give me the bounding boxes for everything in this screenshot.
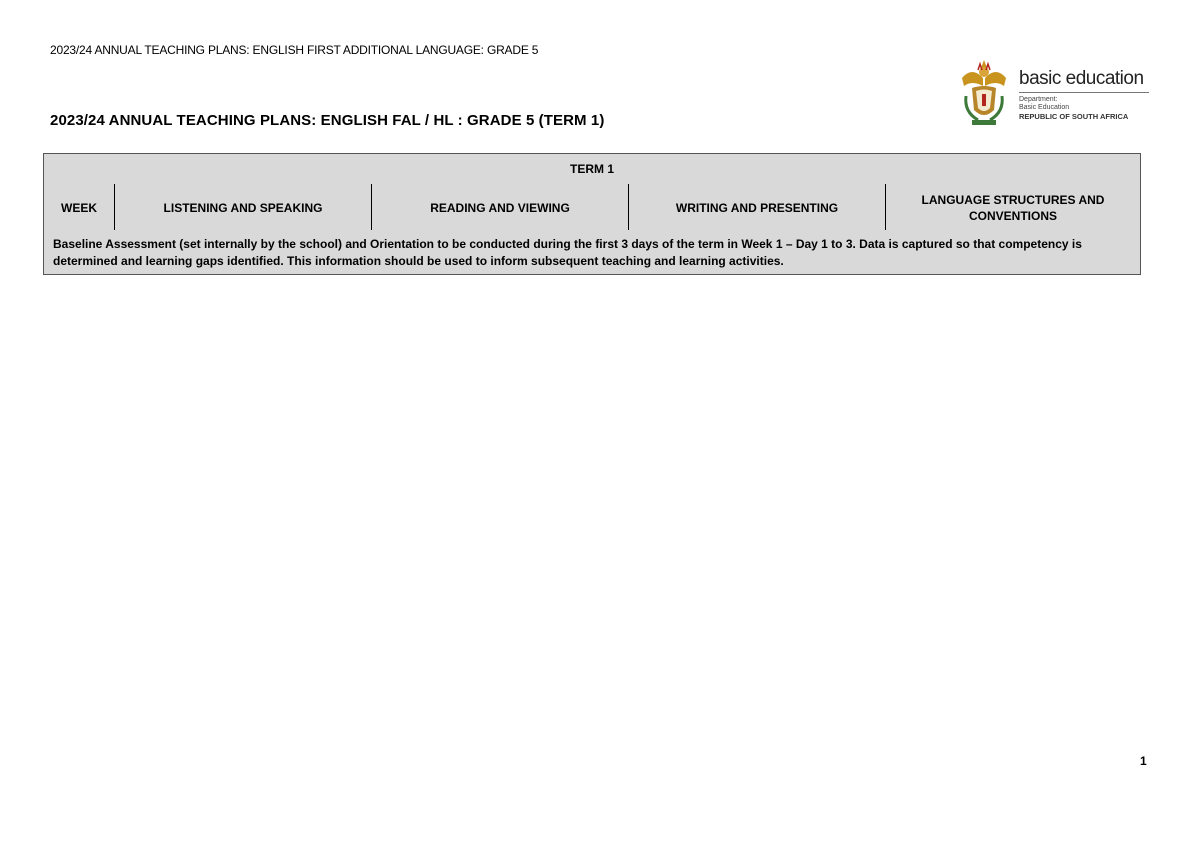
page-number: 1 <box>1140 754 1147 768</box>
column-header-reading-viewing: READING AND VIEWING <box>430 201 570 215</box>
department-name <box>1019 96 1069 112</box>
dept-line-1: Department: <box>1019 96 1058 103</box>
baseline-assessment-note: Baseline Assessment (set internally by the school) and Orientation to be conducted during the first 3 days of the term in Week 1 – Day 1 to 3. Data is captured so that competency is determined and learning gaps identified. This information should be used to inform subsequent teaching and learning activities. <box>53 237 1082 268</box>
term-heading: TERM 1 <box>569 162 614 176</box>
column-header-language-structures: LANGUAGE STRUCTURES AND CONVENTIONS <box>921 193 1105 223</box>
logo-rule <box>1019 92 1149 93</box>
department-logo <box>956 56 1152 128</box>
term-plan-table <box>43 153 1141 275</box>
coat-of-arms-icon <box>956 56 1012 128</box>
brand-name: basic education <box>1019 68 1144 89</box>
country-name: REPUBLIC OF SOUTH AFRICA <box>1019 112 1129 121</box>
column-header-week: WEEK <box>61 201 97 215</box>
column-header-listening-speaking: LISTENING AND SPEAKING <box>163 201 323 215</box>
running-header: 2023/24 ANNUAL TEACHING PLANS: ENGLISH FIRST ADDITIONAL LANGUAGE: GRADE 5 <box>50 43 539 57</box>
dept-line-2: Basic Education <box>1019 104 1070 111</box>
column-header-writing-presenting: WRITING AND PRESENTING <box>675 201 839 215</box>
document-title: 2023/24 ANNUAL TEACHING PLANS: ENGLISH FAL / HL : GRADE 5 (TERM 1) <box>50 112 605 129</box>
